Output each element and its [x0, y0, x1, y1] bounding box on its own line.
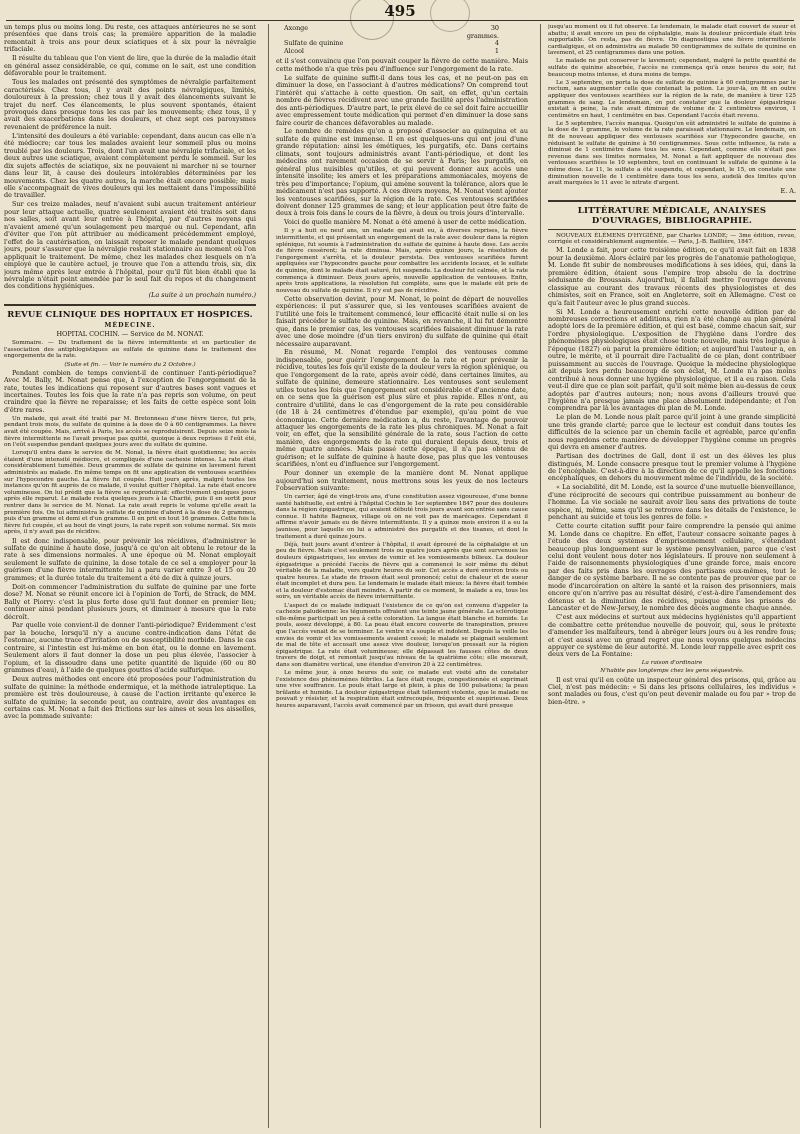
paragraph: Le nombre de remèdes qu'on a proposé d'associer au quinquina et au sulfate de quinine est immense. Il en est quelques-uns qui ont joui d'une grande réputation: ainsi les émétiques, les purgatifs, etc. Dans certains climats, sont toujours administrés avant l'anti-périodique, et dont les médecins ont rarement occasion de se servir à Paris; les purgatifs, en général plus nuisibles qu'utiles, et qui peuvent donner aux accès une intensité insolite; les amers et les préparations ammoniacales, moyens de très peu d'importance; l'opium, qui amène souvent la tolérance, alors que le médicament n'est pas supporté. A ces divers moyens, M. Nonat vient ajouter les ventouses scarifiées, sur la région de la rate. Ces ventouses scarifiées doivent donner 125 grammes de sang; et leur application peut être faite de deux à trois fois dans le cours de la fièvre, à deux ou trois jours d'intervalle. [276, 127, 528, 218]
section-divider [548, 229, 796, 230]
paragraph: Il résulte du tableau que l'on vient de lire, que la durée de la maladie était en général assez considérable, ce qui, comme on le sait, est une condition défavorable pour le traitement. [4, 54, 256, 78]
paragraph: Un carrier, âgé de vingt-trois ans, d'une constitution assez vigoureuse, d'une bonne santé habituelle, est entré à l'hôpital Cochin le 1er septembre 1847 pour des douleurs dans la région épigastrique, qui avaient débuté trois jours avant son entrée sans cause connue. Il habite Bagneux, village où on ne voit pas de marécages. Cependant il affirme n'avoir jamais eu de fièvre intermittente. Il y a quinze mois environ il a eu la jaunisse, pour laquelle on lui a administré des purgatifs et des tisanes, et dont le traitement a duré quinze jours. [276, 494, 528, 540]
paragraph: Le plan de M. Londe nous plaît parce qu'il joint à une grande simplicité une très grande clarté; parce que le lecteur est conduit dans toutes les difficultés de la science par un chemin facile et agréable, parce qu'enfin nous regardons cette manière de développer l'hygiène comme un progrès qui devra en amener d'autres. [548, 413, 796, 452]
column-right [548, 24, 796, 1130]
paragraph: M. Londe a fait, pour cette troisième édition, ce qu'il avait fait en 1838 pour la deuxième. Alors éclairé par les progrès de l'anatomie pathologique, M. Londe fit subir de nombreuses modifications à ses idées, qui, dans la première édition, étaient sous l'empire trop absolu de la doctrine séduisante de Broussais. Aujourd'hui, il fallait mettre l'ouvrage devenu classique au courant des travaux récents des physiologistes et des chimistes, soit en France, soit en Angleterre, soit en Allemagne. C'est ce qu'a fait l'auteur avec le plus grand succès. [548, 246, 796, 307]
book-reference: NOUVEAUX ÉLÉMENS D'HYGIÈNE, par Charles LONDE; — 3me édition, revue, corrigée et considérablement augmentée. — Paris, J.-B. Baillière, 1847. [548, 232, 796, 246]
paragraph: En résumé, M. Nonat regarde l'emploi des ventouses comme indispensable, pour guérir l'engorgement de la rate et pour prévenir la récidive, toutes les fois qu'il existe de la douleur vers la région splénique, ou que l'engorgement de la rate, après avoir cédé, dans certaines limites, au sulfate de quinine, demeure stationnaire. Les ventouses sont seulement utiles toutes les fois que l'engorgement est considérable et d'ancienne date, en ce sens que la guérison est plus sûre et plus rapide. Elles n'ont, au contraire d'utilité, dans le cas d'engorgement de la rate peu considérable (de 18 à 24 centimètres d'étendue par exemple), qu'au point de vue économique. Cette dernière médication a, du reste, l'avantage de pouvoir attaquer les engorgements de la rate les plus chroniques. M. Nonat a fait voir, en effet, que la sensibilité générale de la rate, sous l'action de cette manière, des engorgements de la rate qui duraient depuis deux, trois et même quatre années. Mais passé cette époque, il n'a pas obtenu de guérison; et le sulfate de quinine à haute dose, pas plus que les ventouses scarifiées, n'ont eu d'influence sur l'engorgement. [276, 348, 528, 469]
paragraph: Partisan des doctrines de Gall, dont il est un des élèves les plus distingués, M. Londe consacre presque tout le premier volume à l'hygiène de l'encéphale. C'est-à-dire à la direction de ce qu'il appelle les fonctions encéphaliques, en dehors du mouvement même de l'individu, de la société. [548, 452, 796, 483]
prescription-table [284, 25, 528, 55]
quantity: 4 [494, 39, 499, 48]
prescription-row [284, 40, 499, 48]
paragraph: Le 3 septembre, on porta la dose de sulfate de quinine à 60 centigrammes par le rectum, sans augmenter celle que contenait la potion. Le jour-là, on fit en outre appliquer des ventouses scarifiées sur la région de la rate, de manière à tirer 125 grammes de sang. Le lendemain, on put constater que la douleur épigastrique existait à peine, la rate avait diminué de volume de 2 centimètres environ, 1 centimètre en haut, 1 centimètre en bas. Cependant l'accès était revenu. [548, 79, 796, 119]
header-rule [6, 20, 794, 21]
paragraph: Sur ces treize malades, neuf n'avaient subi aucun traitement antérieur pour leur attaque actuelle, quatre seulement avaient été traités soit dans nos salles, soit avant leur entrée à l'hôpital, par d'autres moyens qui n'avaient amené qu'un soulagement peu marqué ou nul. Cependant, afin d'éviter que l'on pût attribuer au médicament précédemment employé, l'effet de la cautérisation, on laissait reposer le malade pendant quelques jours, pour s'assurer que la névralgie restait stationnaire au moment où l'on appliquait le traitement. De même, chez les malades chez lesquels on n'a employé que le cautère actuel, je trouve que l'on a attendu trois, six, dix jours même après leur entrée à l'hôpital, pour qu'il fût bien établi que la névralgie n'était point amendée par le seul fait du repos et du changement des conditions hygiéniques. [4, 200, 256, 291]
paragraph: Déjà, huit jours avant d'entrer à l'hôpital, il avait éprouvé de la céphalalgie et un peu de fièvre. Mais c'est seulement trois ou quatre jours après que sont survenues les douleurs épigastriques, les envies de vomir et les vomissements bilieux. La douleur épigastrique a précédé l'accès de fièvre qui a commencé le soir même du début véritable de la maladie, vers quatre heures du soir. Cet accès a duré environ trois ou quatre heures. Le stade de frisson était seul prononcé; celui de chaleur et de sueur était incomplet et dura peu. Le lendemain le malade était mieux: la fièvre était tombée et la douleur d'estomac était moindre. A partir de ce moment, le malade a eu, tous les soirs, un véritable accès de fièvre intermittente. [276, 541, 528, 601]
paragraph: Pour donner un exemple de la manière dont M. Nonat applique aujourd'hui son traitement, nous mettrons sous les yeux de nos lecteurs l'observation suivante: [276, 469, 528, 493]
column-rule [268, 24, 269, 1128]
section-title: LITTÉRATURE MÉDICALE, ANALYSES D'OUVRAGES, BIBLIOGRAPHIE. [577, 205, 767, 226]
paragraph: Voici de quelle manière M. Nonat a été amené à user de cette médication. [284, 218, 527, 227]
paragraph: Il est donc indispensable, pour prévenir les récidives, d'administrer le sulfate de quinine à haute dose, jusqu'à ce qu'on ait obtenu le retour de la rate à ses dimensions normales. A une époque où M. Nonat employait seulement le sulfate de quinine, la dose totale de ce sel a employer pour la guérison d'une fièvre intermittente lui a paru varier entre 3 et 15 ou 20 grammes; et la durée totale du traitement a été de dix à quinze jours. [4, 536, 256, 582]
section-title: REVUE CLINIQUE DES HOPITAUX ET HOSPICES. [7, 309, 253, 320]
paragraph: Il y a huit ou neuf ans, un malade qui avait eu, à diverses reprises, la fièvre intermittente, et qui présentait un engorgement de la rate avec douleur dans la région splénique, fut soumis à l'administration du sulfate de quinine à haute dose. Les accès de fièvre cessèrent; la rate diminua. Mais, après quinze jours, la résolution de l'engorgement s'arrêta, et la douleur persista. Des ventouses scarifiées furent appliquées sur l'hypocondre gauche pour combattre les accidents locaux, et le sulfate de quinine, dont le malade était saturé, fut suspendu. La douleur fut calmée, et la rate commença à diminuer. Deux jours après, nouvelle application de ventouses. Enfin, après trois applications, la résolution fut complète, sans que le malade eût pris de nouveau du sulfate de quinine. Il n'y eut pas de récidive. [276, 228, 528, 294]
signature: E. A. [780, 187, 796, 196]
paragraph: Pendant combien de temps convient-il de continuer l'anti-périodique? Avec M. Bally, M. Nonat pense que, à l'exception de l'engorgement de la rate, toutes les indications qui reposent sur d'autres bases sont vagues et incertaines. Toutes les fois que la rate n'a pas repris son volume, on peut craindre que la fièvre ne reparaisse; et les faits de cette espèce sont loin d'être rares. [4, 368, 256, 414]
paragraph: Tous les malades ont présenté des symptômes de névralgie parfaitement caractérisés. Chez tous, il y avait des points névralgiques, limités, douloureux à la pression; chez tous il y avait des élancements suivant le trajet du nerf. Ces élancements, le plus souvent spontanés, étaient provoqués dans presque tous les cas par les mouvements; chez tous, il y avait des exacerbations dans les douleurs, et chez sept ces paroxysmes revenaient de préférence la nuit. [4, 78, 256, 131]
paragraph: jusqu'au moment où il fut observé. Le lendemain, le malade était couvert de sueur et abattu; il avait encore un peu de céphalalgie, mais la douleur précordiale était très supportable. On resta, pas de fièvre. On diagnostiqua une fièvre intermittente cardialgique, et on administra au malade 50 centigrammes de sulfate de quinine en lavement, et 25 centigrammes dans une potion. [548, 24, 796, 57]
paragraph: Un malade, qui avait été traité par M. Bretonneau d'une fièvre tierce, fut pris, pendant trois mois, du sulfate de quinine à la dose de 0 à 60 centigrammes. La fièvre avait été coupée. Mais, arrivé à Paris, les accès se reproduisirent. Depuis seize mois la fièvre intermittente ne l'avait presque pas quitté, quoique à deux reprises il l'eût été, on l'eût suspendue pendant quelques jours avec du sulfate de quinine. [4, 415, 256, 449]
paragraph: Par quelle voie convient-il de donner l'anti-périodique? Évidemment c'est par la bouche, lorsqu'il n'y a aucune contre-indication dans l'état de l'estomac, aucune trace d'irritation ou de susceptibilité morbide. Dans le cas contraire, si l'intestin est lui-même en bon état, ou le donne en lavement. Seulement alors il faut donner la dose un peu plus élevée, l'associer à l'opium, et la dissoudre dans une petite quantité de liquide (60 ou 80 grammes d'eau), à l'aide de quelques gouttes d'acide sulfurique. [4, 621, 256, 675]
paragraph: Cette courte citation suffit pour faire comprendre la pensée qui anime M. Londe dans ce chapitre. En effet, l'auteur consacre soixante pages à l'étude des deux systèmes d'emprisonnement cellulaire, s'étendant beaucoup plus longuement sur le système pensylvanien, parce que c'est celui dont veulent nous doter nos législateurs. Il prouve non seulement à l'aide de raisonnements physiologiques d'une grande force, mais encore par des faits pris dans les ouvrages des partisans eux-mêmes, tout le danger de ce système barbare. Il ne se contente pas de prouver que par ce mode d'incarcération on altère la santé et la raison des prisonniers, mais encore qu'on n'arrive pas au résultat désiré, c'est-à-dire l'amendement des détenus et la diminution des récidives, puisque dans les prisons de Lancaster et de New-Jersey, le nombre des décès augmente chaque année. [548, 522, 796, 613]
paragraph: L'intensité des douleurs a été variable: cependant, dans aucun cas elle n'a été médiocre; car tous les malades avaient leur sommeil plus ou moins troublé par les douleurs. Trois, dont l'un avait une névralgie trifaciale, et les deux autres une sciatique, avaient complètement perdu le sommeil. Sur les dix sujets affectés de sciatique, six ne pouvaient ni marcher ni se tourner dans leur lit, à cause des douleurs intolérables déterminées par les mouvements. Chez les quatre autres, la marche était encore possible; mais elle s'accompagnait de vives douleurs qui les mettaient dans l'impossibilité de travailler. [4, 131, 256, 200]
paragraph: Doit-on commencer l'administration du sulfate de quinine par une forte dose? M. Nonat se réunit encore ici à l'opinion de Torti, de Strack, de MM. Bally et Piorry: c'est la plus forte dose qu'il faut donner en premier lieu; continuer ainsi pendant plusieurs jours, et diminuer à mesure que la rate décroît. [4, 582, 256, 621]
verse-line: N'habite pas longtemps chez les gens séquestrés. [600, 668, 744, 675]
verse-line: La raison d'ordinaire [641, 660, 703, 667]
hospital-line: HOPITAL COCHIN. — Service de M. NONAT. [56, 330, 204, 339]
prescription-row [284, 48, 499, 56]
ingredient: Alcool [284, 46, 304, 55]
paragraph: Si M. Londe a heureusement enrichi cette nouvelle édition par de nombreuses corrections et additions, rien n'a été changé au plan général adopté lors de la première édition, et qui est basé, comme chacun sait, sur l'ordre physiologique. L'exposition de l'hygiène dans l'ordre des phénomènes physiologiques était chose toute nouvelle, mais très logique à l'époque (1827) où parut la première édition; et aujourd'hui l'auteur a, en outre, le mérite, et il pourrait dire l'actualité de ce plan, dont contribuer puissamment au succès de l'ouvrage. Quoique la médecine physiologique ait depuis lors perdu beaucoup de son éclat, M. Londe n'a pas moins contribué à nous donner une hygiène physiologique, et il a eu raison. Cela veut-il dire que ce plan soit parfait, qu'il soit même bien au-dessus de ceux adoptés par d'autres auteurs; non; nous avons d'ailleurs trouvé que l'hygiène n'a presque jamais une place absolument indépendante; et l'on comprendra par là les avantages du plan de M. Londe. [548, 307, 796, 413]
section-divider [548, 200, 796, 202]
summary: Sommaire. — Du traitement de la fièvre intermittente et en particulier de l'association des antiphlogistiques au sulfate de quinine dans le traitement des engorgements de la rate. [4, 340, 256, 360]
prescription-row [284, 25, 499, 40]
suite-note: (Suite et fin. — Voir le numéro du 2 Octobre.) [64, 361, 196, 368]
paragraph: Le 5 septembre, l'accès manqua. Quoiqu'on eût administré le sulfate de quinine à la dose de 1 gramme, le volume de la rate paraissait stationnaire. Le lendemain, on fit de nouveau appliquer des ventouses scarifiées sur l'hypocondre gauche, en réduisant le sulfate de quinine à 50 centigrammes. Sous cette influence, la rate a diminué de 1 centimètre dans tous les sens. Cependant, comme elle n'était pas revenue dans ses limites normales, M. Nonat a fait appliquer de nouveau des ventouses scarifiées le 10 septembre, tout en continuant le sulfate de quinine à la même dose. Le 11, le sulfate a été suspendu, et cependant, le 15, on constate une diminution nouvelle de 1 centimètre dans tous les sens, audelà des limites qu'on avait marquées le 11 avec le nitrate d'argent. [548, 120, 796, 187]
column-middle [276, 24, 528, 1130]
ingredient: Axonge [284, 24, 309, 32]
section-divider [4, 304, 256, 306]
paragraph: un temps plus ou moins long. Du reste, ces attaques antérieures ne se sont présentées que dans trois cas; la première apparition de la maladie remontait à trois ans pour deux sciatiques et à six pour la névralgie trifaciale. [4, 24, 256, 54]
page-number: 495 [384, 2, 416, 20]
paragraph: Il est vrai qu'il en coûte un inspecteur général des prisons, qui, grâce au Ciel, n'est pas médecin: « Si dans les prisons cellulaires, les individus » sont malades ou fous, c'est qu'on peut devenir malade ou fou par » trop de bien-être. » [548, 675, 796, 706]
quantity: 30 grammes. [466, 24, 499, 40]
ingredient: Sulfate de quinine [284, 39, 344, 48]
continued-note: (La suite à un prochain numéro.) [148, 291, 256, 300]
paragraph: L'aspect de ce malade indiquait l'existence de ce qu'on est convenu d'appeler la cachexie paludéenne: les téguments offraient une teinte jaune générale. La sclérotique elle-même participait un peu à cette coloration. La langue était blanche et humide. Le pouls, assez développé, à 80. La peau était encore couverte de transpiration, preuve que l'accès venait de se terminer. Le ventre n'a souple et indolent. Depuis la veille les envies de vomir et les vomissements avaient cessé; le malade se plaignait seulement de mal de tête et accusait une assez vive douleur, lorsqu'on pressait sur la région épigastrique. La rate était volumineuse; elle dépassait les fausses côtes de deux travers de doigt, et remontait jusqu'au niveau de la quatrième côte; elle mesurait, dans son diamètre vertical, une étendue d'environ 20 à 22 centimètres. [276, 602, 528, 668]
paragraph: et il s'est convaincu que l'on pouvait couper la fièvre de cette manière. Mais cette méthode n'a que très peu d'influence sur l'engorgement de la rate. [276, 57, 528, 73]
paragraph: Le sulfate de quinine suffit-il dans tous les cas, et ne peut-on pas en diminuer la dose, en l'associant à d'autres médications? On comprend tout l'intérêt qui s'attache à cette question. On sait, en effet, qu'un certain nombre de fièvres récidivent avec une grande facilité après l'administration des anti-périodiques. D'autre part, le prix élevé de ce sel doit faire accueillir avec empressement toute médication qui permet d'en diminuer la dose sans faire courir de chances défavorables au malade. [276, 73, 528, 127]
column-left [4, 24, 256, 1130]
column-rule [540, 24, 541, 1128]
paragraph: « La sociabilité, dit M. Londe, est la source d'une mutuelle bienveillance, d'une réciprocité de secours qui contribue puissamment au bonheur de l'homme. La vie sociale ne saurait avoir lieu sans des privations de toute espèce, ni, même, sans qu'il se retrouve dans les détails de l'existence, le penchant au suicide et tous les genres de folie. » [548, 483, 796, 522]
paragraph: C'est aux médecins et surtout aux médecins hygiénistes qu'il appartient de combattre cette prétendue nouvelle de pouvoir, qui, sous le prétexte d'amender les malfaiteurs, tend à abréger leurs jours ou à les rendre fous; et c'est aussi avec un grand regret que nous voyons quelques médecins appuyer ce système de leur autorité. M. Londe leur rappelle avec esprit ces deux vers de La Fontaine: [548, 613, 796, 659]
paragraph: Cette observation devint, pour M. Nonat, le point de départ de nouvelles expériences: il put s'assurer que, si les ventouses scarifiées avaient de l'utilité une fois le traitement commencé, leur efficacité était nulle si on les faisait précéder le sulfate de quinine. Mais, en revanche, il lui fut démontré que, dans le premier cas, les ventouses scarifiées faisaient diminuer la rate avec une dose moindre (d'un tiers environ) du sulfate de quinine qui était nécessaire auparavant. [276, 294, 528, 348]
section-subtitle: MÉDECINE. [104, 321, 156, 329]
paragraph: Le même jour, à onze heures du soir, ce malade eut visité afin de constater l'existence des phénomènes fébriles. La face était rouge, congestionnée et exprimait une vive souffrance. Le pouls était large et plein, à plus de 100 pulsations; la peau brûlante et humide. La douleur épigastrique était tellement violente, que le malade ne pouvait y résister, et la respiration était entrecoupée, fréquente et suspirieuse. Deux heures auparavant, l'accès avait commencé par un frisson, qui avait duré presque [276, 670, 528, 709]
quantity: 1 [494, 46, 499, 55]
paragraph: Deux autres méthodes ont encore été proposées pour l'administration du sulfate de quinine: la méthode endermique, et la méthode iatraleptique. La première est très douloureuse, à cause de l'action irritante qu'exerce le sulfate de quinine; la seconde peut, au contraire, avoir des avantages en certains cas. M. Nonat a fait des frictions sur les aines et sous les aisselles, avec la pommade suivante: [4, 675, 256, 721]
paragraph: Le malade ne put conserver le lavement; cependant, malgré la petite quantité de sulfate de quinine absorbée, l'accès ne commença qu'à onze heures du soir, fut beaucoup moins intense, et dura moins de temps. [548, 58, 796, 78]
paragraph: Lorsqu'il entra dans le service de M. Nonat, la fièvre était quotidienne; les accès étaient d'une intensité médiocre, et compliqués d'une cachexie intense. La rate était considérablement tuméfiée. Deux grammes de sulfate de quinine en lavement furent administrés au malade. En même temps on fit une application de ventouses scarifiées sur l'hypocondre gauche. La fièvre fut coupée. Huit jours après, malgré toutes les instances qu'on fit auprès de ce malade, il voulut quitter l'hôpital. La rate était encore volumineuse. On lui prédit que la fièvre se reproduirait: effectivement quelques jours après elle reparut. Le malade resta quelques jours à la Charité, puis il en sortit pour rentrer dans le service de M. Nonat. La rate avait repris le volume qu'elle avait la première fois. On lui administra le sulfate de quinine d'abord à la dose de 2 grammes, puis d'un gramme et demi et d'un gramme. Il en prit en tout 16 grammes. Cette fois la fièvre fut coupée, et au bout de vingt jours, la rate reprit son volume normal. Six mois après, il n'y avait pas de récidive. [4, 450, 256, 536]
